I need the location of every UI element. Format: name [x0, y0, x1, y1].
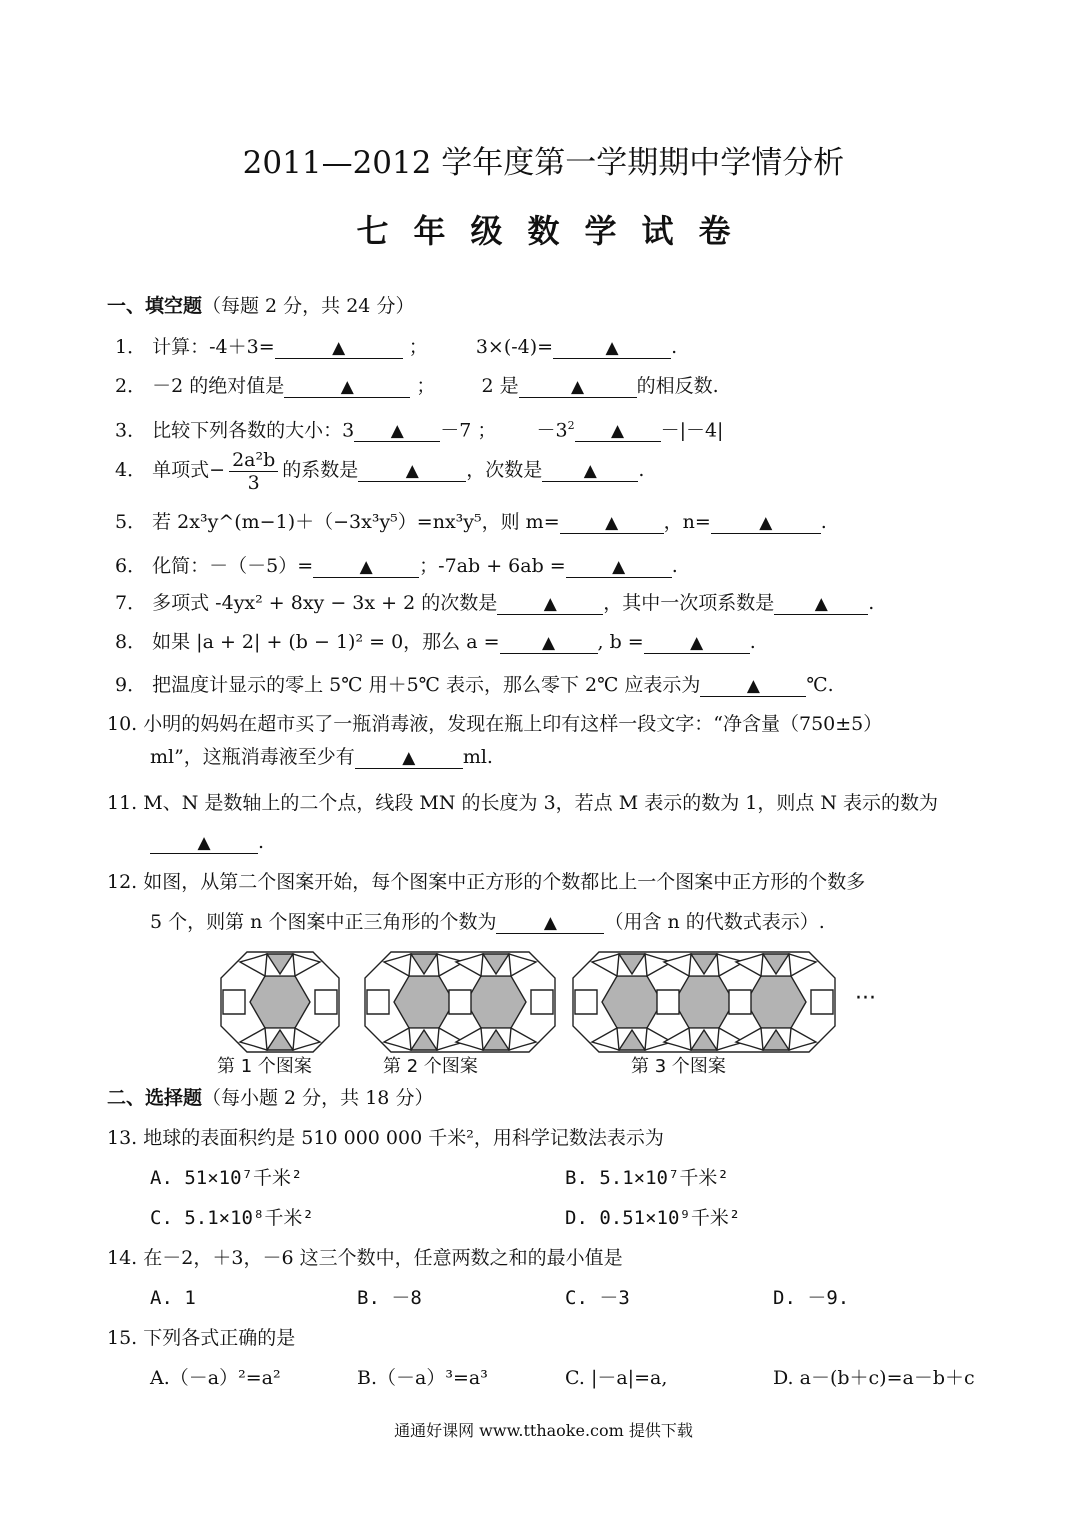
question-11 — [107, 791, 938, 815]
square — [657, 990, 679, 1014]
triangle-icon: ▲ — [541, 633, 556, 653]
square — [367, 990, 389, 1014]
question-1 — [115, 335, 677, 359]
question-10-cont — [150, 745, 493, 769]
question-10 — [107, 712, 882, 736]
exponent: 2 — [567, 419, 575, 432]
section-heading: 二、选择题 — [107, 1087, 203, 1109]
answer-blank[interactable] — [560, 511, 664, 534]
fraction-numerator: 2a²b — [229, 449, 278, 472]
question-8 — [115, 630, 756, 654]
question-text: 多项式 -4yx² + 8xy − 3x + 2 的次数是 — [152, 592, 498, 614]
triangle-icon: ▲ — [359, 557, 373, 577]
option-b[interactable]: B.（－a）³=a³ — [357, 1367, 488, 1389]
question-number: 11. — [107, 792, 138, 814]
answer-blank[interactable] — [358, 459, 466, 482]
fraction — [229, 449, 278, 494]
pattern-label-3: 第 3 个图案 — [631, 1056, 726, 1077]
question-text: 3×(-4)= — [475, 336, 554, 358]
question-text: ml. — [462, 746, 493, 768]
question-number: 9． — [115, 674, 147, 696]
option-b[interactable]: B. 5.1×10⁷千米² — [565, 1167, 729, 1189]
punctuation: . — [258, 831, 265, 853]
question-text: 化简：－（－5）= — [152, 555, 314, 577]
section-note: （每题 2 分，共 24 分） — [202, 295, 415, 317]
triangle-icon: ▲ — [612, 557, 626, 577]
square — [531, 990, 553, 1014]
question-text: 的系数是 — [282, 459, 359, 481]
question-2 — [115, 374, 719, 398]
option-c[interactable]: C. 5.1×10⁸千米² — [150, 1207, 314, 1229]
option-b[interactable]: B. －8 — [357, 1287, 422, 1309]
ellipsis: ··· — [855, 986, 876, 1011]
triangle-icon: ▲ — [611, 421, 625, 442]
question-text: , b = — [597, 631, 644, 653]
question-text: 如图，从第二个图案开始，每个图案中正方形的个数都比上一个图案中正方形的个数多 — [143, 871, 866, 893]
question-number: 10. — [107, 713, 138, 735]
pattern-label-2: 第 2 个图案 — [383, 1056, 478, 1077]
pattern-drawing — [215, 948, 905, 1083]
answer-blank[interactable] — [575, 419, 661, 442]
question-5 — [115, 510, 827, 534]
answer-blank[interactable] — [644, 631, 750, 654]
triangle-icon: ▲ — [814, 594, 828, 614]
question-13 — [107, 1126, 664, 1150]
question-7 — [115, 591, 874, 615]
option-d[interactable]: D. a－(b＋c)=a－b＋c — [773, 1367, 975, 1389]
punctuation: ； — [416, 375, 436, 397]
square — [811, 990, 833, 1014]
question-text: －|－4| — [660, 419, 724, 442]
answer-blank[interactable] — [354, 419, 440, 442]
triangle-icon: ▲ — [605, 338, 619, 358]
triangle-icon: ▲ — [405, 461, 419, 481]
answer-blank[interactable] — [500, 631, 598, 654]
option-c[interactable]: C. －3 — [565, 1287, 630, 1309]
triangle-icon: ▲ — [583, 461, 597, 481]
triangle-icon: ▲ — [390, 421, 404, 442]
answer-blank[interactable] — [774, 592, 868, 615]
punctuation: . — [671, 336, 678, 358]
question-14 — [107, 1246, 623, 1270]
question-number: 6． — [115, 555, 147, 577]
punctuation: . — [638, 459, 645, 481]
question-text: 在－2，＋3，－6 这三个数中，任意两数之和的最小值是 — [143, 1247, 623, 1269]
answer-blank[interactable] — [497, 592, 603, 615]
question-number: 1． — [115, 336, 147, 358]
question-11-cont — [150, 830, 264, 854]
triangle-icon: ▲ — [197, 833, 211, 853]
answer-blank[interactable] — [711, 511, 821, 534]
footer-credit: 通通好课网 www.tthaoke.com 提供下载 — [394, 1421, 693, 1440]
answer-blank[interactable] — [313, 555, 419, 578]
question-3 — [115, 414, 723, 442]
question-text: M、N 是数轴上的二个点，线段 MN 的长度为 3，若点 M 表示的数为 1，则点 N 表示的数为 — [143, 792, 939, 814]
answer-blank[interactable] — [284, 375, 410, 398]
triangle-icon: ▲ — [759, 513, 773, 533]
fraction-denominator: 3 — [247, 471, 260, 494]
section-heading: 一、填空题 — [107, 295, 203, 317]
question-12 — [107, 870, 865, 894]
question-9 — [115, 673, 834, 697]
triangle-icon: ▲ — [690, 633, 704, 653]
answer-blank[interactable] — [275, 336, 403, 359]
punctuation: . — [820, 511, 827, 533]
question-text: ℃. — [806, 674, 834, 696]
question-text: 比较下列各数的大小：3 — [152, 419, 355, 442]
answer-blank[interactable] — [519, 375, 637, 398]
triangle-icon: ▲ — [332, 338, 346, 358]
exam-title: 2011—2012 学年度第一学期期中学情分析 — [242, 145, 845, 181]
question-text: ml”，这瓶消毒液至少有 — [150, 746, 355, 768]
question-6 — [115, 554, 678, 578]
question-text: －7 ； — [440, 419, 497, 442]
question-number: 14. — [107, 1247, 138, 1269]
option-c[interactable]: C. |－a|=a, — [565, 1367, 668, 1389]
question-text: 小明的妈妈在超市买了一瓶消毒液，发现在瓶上印有这样一段文字：“净含量（750±5） — [143, 713, 883, 735]
answer-blank[interactable] — [542, 459, 638, 482]
triangle-icon: ▲ — [402, 748, 416, 768]
question-number: 4． — [115, 459, 147, 481]
triangle-icon: ▲ — [605, 513, 619, 533]
answer-blank[interactable] — [553, 336, 671, 359]
square — [575, 990, 597, 1014]
section-multiple-choice — [107, 1086, 433, 1110]
question-text: 如果 |a + 2| + (b − 1)² = 0，那么 a = — [152, 631, 500, 653]
question-number: 13. — [107, 1127, 138, 1149]
option-d[interactable]: D. 0.51×10⁹千米² — [565, 1207, 741, 1229]
square — [449, 990, 471, 1014]
punctuation: . — [868, 592, 875, 614]
question-4: 4． 单项式− $\frac{\text{2a²b}}{3}$ 的系数是 ▲ ，次数是 ▲ . — [115, 448, 645, 494]
question-text: －2 的绝对值是 — [152, 375, 285, 397]
question-number: 8． — [115, 631, 147, 653]
question-number: 7． — [115, 592, 147, 614]
option-a[interactable]: A. 1 — [150, 1287, 196, 1309]
punctuation: ； — [408, 336, 428, 358]
question-text: 地球的表面积约是 510 000 000 千米²，用科学记数法表示为 — [143, 1127, 664, 1149]
triangle-icon: ▲ — [746, 676, 760, 696]
question-text: 若 2x³y^(m−1)＋（−3x³y⁵）=nx³y⁵，则 m= — [152, 511, 560, 533]
triangle-icon: ▲ — [543, 594, 557, 614]
triangle-icon: ▲ — [340, 377, 354, 397]
question-number: 15. — [107, 1327, 138, 1349]
question-number: 3． — [115, 419, 147, 442]
question-text: 把温度计显示的零上 5℃ 用＋5℃ 表示，那么零下 2℃ 应表示为 — [152, 674, 701, 696]
square — [315, 990, 337, 1014]
answer-blank[interactable] — [700, 674, 806, 697]
question-text: 计算：-4＋3= — [152, 336, 275, 358]
option-a[interactable]: A.（－a）²=a² — [150, 1367, 281, 1389]
question-text: 单项式 — [152, 459, 210, 481]
triangle-icon: ▲ — [543, 913, 557, 933]
question-text: 5 个，则第 n 个图案中正三角形的个数为 — [150, 911, 497, 933]
section-note: （每小题 2 分，共 18 分） — [202, 1087, 434, 1109]
question-number: 2． — [115, 375, 147, 397]
section-fill-in — [107, 294, 414, 318]
exam-subtitle: 七年级数学试卷 — [356, 212, 756, 250]
pattern-label-1: 第 1 个图案 — [217, 1056, 312, 1077]
answer-blank[interactable] — [496, 911, 604, 934]
punctuation: . — [749, 631, 756, 653]
question-text: （用含 n 的代数式表示）. — [604, 911, 825, 933]
square — [223, 990, 245, 1014]
question-text: ，n= — [663, 511, 711, 533]
question-text: 下列各式正确的是 — [143, 1327, 296, 1349]
question-text: 的相反数. — [636, 375, 719, 397]
pattern-figure — [215, 948, 905, 1083]
question-number: 12. — [107, 871, 138, 893]
answer-blank[interactable] — [566, 555, 672, 578]
question-text: ；-7ab + 6ab = — [419, 555, 566, 577]
question-12-cont — [150, 910, 825, 934]
square — [729, 990, 751, 1014]
question-text: 2 是 — [481, 375, 519, 397]
question-15 — [107, 1326, 295, 1350]
question-text: ，其中一次项系数是 — [603, 592, 775, 614]
question-number: 5． — [115, 511, 147, 533]
answer-blank[interactable] — [150, 831, 258, 854]
option-a[interactable]: A. 51×10⁷千米² — [150, 1167, 303, 1189]
punctuation: . — [671, 555, 678, 577]
answer-blank[interactable] — [355, 746, 463, 769]
option-d[interactable]: D. －9. — [773, 1287, 850, 1309]
triangle-icon: ▲ — [571, 377, 585, 397]
question-text: －3 — [536, 419, 568, 442]
question-text: ，次数是 — [466, 459, 543, 481]
